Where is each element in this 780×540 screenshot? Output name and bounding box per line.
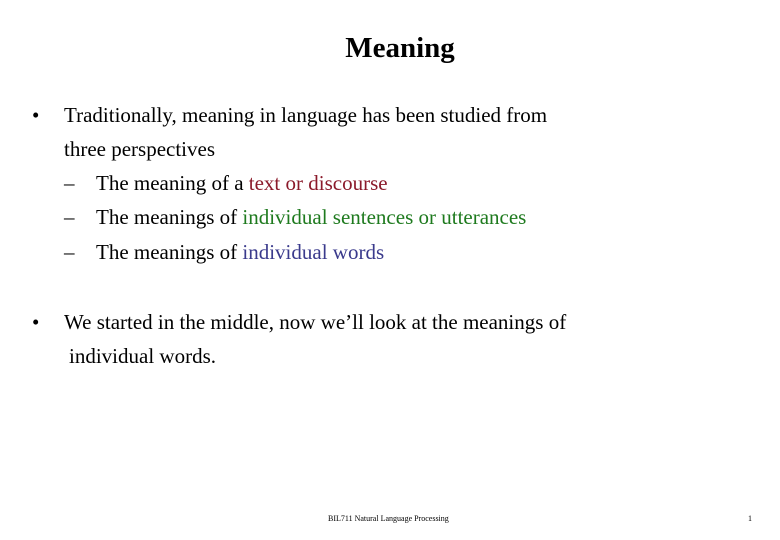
subitem-prefix: The meanings of <box>96 240 243 264</box>
bullet-text-line2: individual words. <box>69 344 216 368</box>
dash-icon: – <box>64 205 75 229</box>
subitem-prefix: The meaning of a <box>96 171 249 195</box>
bullet-text-line2: three perspectives <box>64 137 216 161</box>
footer-course-name: BIL711 Natural Language Processing <box>328 514 449 523</box>
dash-icon: – <box>64 171 75 195</box>
slide-title: Meaning <box>345 32 455 64</box>
subitem-prefix: The meanings of <box>96 205 243 229</box>
bullet-text-line1: Traditionally, meaning in language has been studied from <box>64 103 548 127</box>
subitem-highlight: individual sentences or utterances <box>242 205 527 229</box>
subitem-highlight: text or discourse <box>248 171 388 195</box>
dash-icon: – <box>64 240 75 264</box>
page-number: 1 <box>748 514 752 523</box>
subitem-discourse <box>64 166 388 200</box>
bullet-text-line1: We started in the middle, now we’ll look at the meanings of <box>64 310 567 334</box>
bullet-icon: • <box>32 310 40 334</box>
subitem-sentences <box>64 200 526 234</box>
subitem-words <box>64 235 384 269</box>
bullet-icon: • <box>32 103 40 127</box>
subitem-highlight: individual words <box>242 240 385 264</box>
